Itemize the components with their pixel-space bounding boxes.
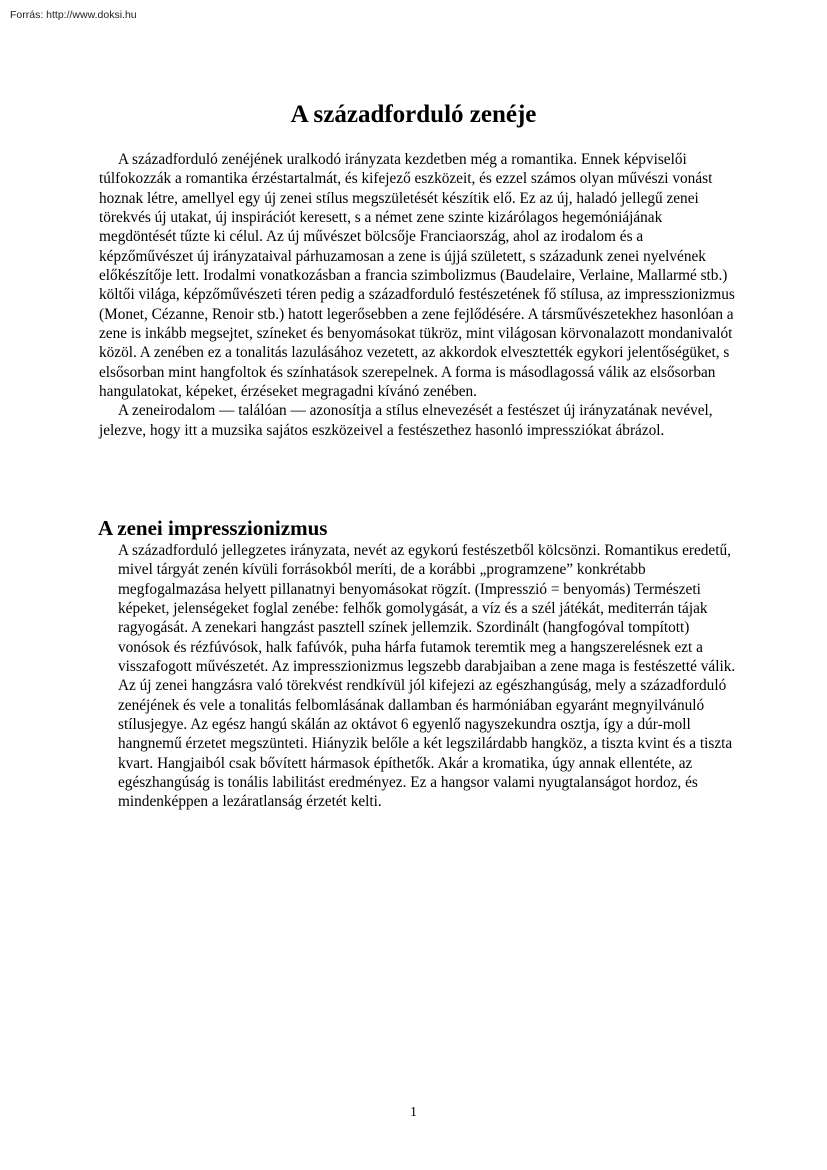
section-body — [99, 541, 739, 812]
intro-section — [99, 150, 739, 440]
section-heading: A zenei impresszionizmus — [98, 516, 328, 540]
section-paragraph: A századforduló jellegzetes irányzata, nevét az egykorú festészetből kölcsönzi. Romantikus eredetű, mivel tárgyát zenén kívüli forrásokból meríti, de a korábbi „programzene” konkrétabb megfogalmazása helyett pillanatnyi benyomásokat rögzít. (Impresszió = benyomás) Természeti képeket, jelenségeket foglal zenébe: felhők gomolygását, a víz és a szél játékát, mediterrán tájak ragyogását. A zenekari hangzást pasztell színek jellemzik. Szordinált (hangfogóval tompított) vonósok és rézfúvósok, halk fafúvók, puha hárfa futamok teremtik meg a hangszerelésnek ezt a visszafogott művészetét. Az impresszionizmus legszebb darabjaiban a zene maga is festészetté válik. Az új zenei hangzásra való törekvést rendkívül jól kifejezi az egészhangúság, mely a századforduló zenéjének és vele a tonalitás felbomlásának dallamban és harmóniában egyaránt megnyilvánuló stílusjegye. Az egész hangú skálán az oktávot 6 egyenlő nagyszekundra osztja, így a dúr-moll hangnemű érzetet megszünteti. Hiányzik belőle a két legszilárdabb hangköz, a tiszta kvint és a tiszta kvart. Hangjaiból csak bővített hármasok építhetők. Akár a kromatika, úgy annak ellentéte, az egészhangúság is tonális labilitást eredményez. Ez a hangsor valami nyugtalanságot hordoz, és mindenképpen a lezáratlanság érzetét kelti. — [118, 542, 736, 811]
intro-paragraph-1: A századforduló zenéjének uralkodó irányzata kezdetben még a romantika. Ennek képviselői túlfokozzák a romantika érzéstartalmát, és kifejező eszközeit, és ezzel számos olyan művészi vonást hoznak létre, amellyel egy új zenei stílus megszületését készítik elő. Ez az új, haladó jellegű zenei törekvés új utakat, új inspirációt keresett, s a német zene szinte kizárólagos hegemóniájának megdöntését tűzte ki célul. Az új művészet bölcsője Franciaország, ahol az irodalom és a képzőművészet új irányzataival párhuzamosan a zene is újjá született, s századunk zenei nyelvének előkészítője lett. Irodalmi vonatkozásban a francia szimbolizmus (Baudelaire, Verlaine, Mallarmé stb.) költői világa, képzőművészeti téren pedig a századforduló festészetének fő stílusa, az impresszionizmus (Monet, Cézanne, Renoir stb.) hatott legerősebben a zene fejlődésére. A társművészetekhez hasonlóan a zene is inkább megsejtet, színeket és benyomásokat tükröz, mint világosan körvonalazott mondanivalót közöl. A zenében ez a tonalitás lazulásához vezetett, az akkordok elvesztették egykori jelentőségüket, s elsősorban mint hangfoltok és színhatások szerepelnek. A forma is másodlagossá válik az elsősorban hangulatokat, képeket, érzéseket megragadni kívánó zenében. — [99, 151, 735, 401]
page-number: 1 — [410, 1105, 417, 1120]
intro-paragraph-2: A zeneirodalom — találóan — azonosítja a stílus elnevezését a festészet új irányzatának nevével, jelezve, hogy itt a muzsika sajátos eszközeivel a festészethez hasonló impressziókat ábrázol. — [99, 402, 713, 439]
page-title: A századforduló zenéje — [290, 101, 537, 128]
source-attribution: Forrás: http://www.doksi.hu — [10, 9, 137, 21]
